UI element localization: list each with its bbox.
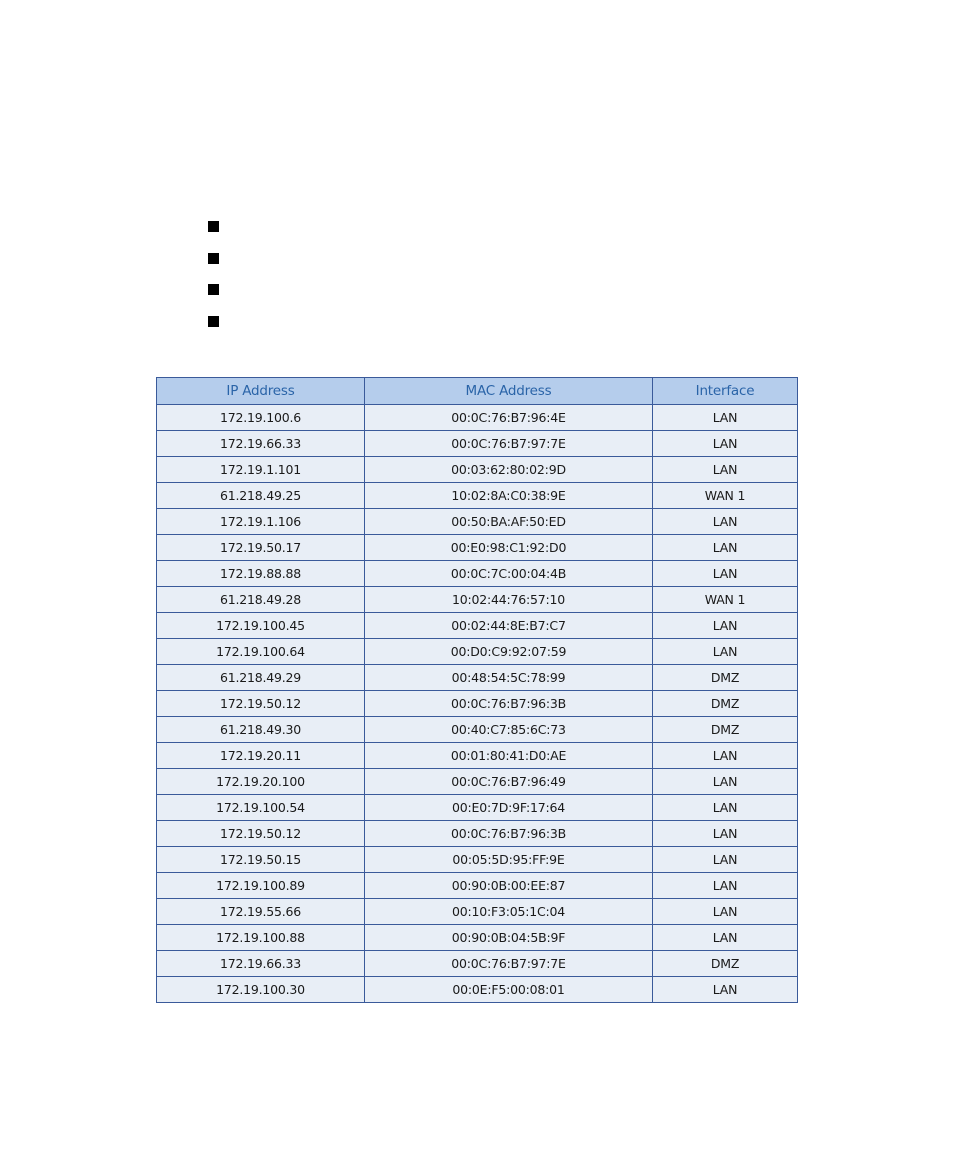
mac-address-cell: 00:0E:F5:00:08:01 [365,977,653,1003]
mac-address-cell: 00:50:BA:AF:50:ED [365,509,653,535]
mac-address-cell: 00:E0:7D:9F:17:64 [365,795,653,821]
ip-address-cell: 172.19.100.89 [157,873,365,899]
interface-cell: LAN [653,613,798,639]
mac-address-cell: 00:0C:76:B7:96:3B [365,821,653,847]
table-row [157,769,798,795]
header-interface: Interface [653,378,798,405]
ip-address-cell: 172.19.50.17 [157,535,365,561]
square-bullet-icon [208,316,219,327]
mac-address-cell: 00:02:44:8E:B7:C7 [365,613,653,639]
ip-address-cell: 172.19.66.33 [157,431,365,457]
table-row [157,951,798,977]
interface-cell: LAN [653,847,798,873]
interface-cell: LAN [653,431,798,457]
ip-address-cell: 172.19.66.33 [157,951,365,977]
bullet-list-item [208,253,219,285]
ip-address-cell: 172.19.1.101 [157,457,365,483]
table-header-row [157,378,798,405]
square-bullet-icon [208,253,219,264]
table-row [157,873,798,899]
table-row [157,509,798,535]
interface-cell: DMZ [653,691,798,717]
table-row [157,535,798,561]
interface-cell: LAN [653,977,798,1003]
bullet-list-item [208,284,219,316]
interface-cell: DMZ [653,951,798,977]
ip-address-cell: 172.19.50.12 [157,821,365,847]
mac-address-cell: 00:01:80:41:D0:AE [365,743,653,769]
interface-cell: LAN [653,639,798,665]
table-row [157,691,798,717]
mac-address-cell: 00:0C:76:B7:96:4E [365,405,653,431]
interface-cell: DMZ [653,665,798,691]
interface-cell: LAN [653,899,798,925]
mac-address-cell: 00:0C:7C:00:04:4B [365,561,653,587]
interface-cell: LAN [653,795,798,821]
table-row [157,561,798,587]
ip-address-cell: 61.218.49.25 [157,483,365,509]
interface-cell: LAN [653,509,798,535]
mac-address-cell: 10:02:44:76:57:10 [365,587,653,613]
table-row [157,665,798,691]
mac-address-cell: 00:03:62:80:02:9D [365,457,653,483]
ip-address-cell: 172.19.1.106 [157,509,365,535]
interface-cell: WAN 1 [653,483,798,509]
square-bullet-icon [208,284,219,295]
mac-address-cell: 00:40:C7:85:6C:73 [365,717,653,743]
mac-address-cell: 00:10:F3:05:1C:04 [365,899,653,925]
interface-cell: LAN [653,925,798,951]
mac-address-cell: 00:0C:76:B7:96:3B [365,691,653,717]
interface-cell: DMZ [653,717,798,743]
table-row [157,847,798,873]
header-mac-address: MAC Address [365,378,653,405]
interface-cell: LAN [653,743,798,769]
table-row [157,795,798,821]
table-row [157,899,798,925]
ip-address-cell: 172.19.50.15 [157,847,365,873]
table-body [157,405,798,1003]
table-row [157,743,798,769]
ip-address-cell: 172.19.100.54 [157,795,365,821]
table-row [157,613,798,639]
ip-address-cell: 61.218.49.28 [157,587,365,613]
ip-address-cell: 172.19.50.12 [157,691,365,717]
interface-cell: LAN [653,769,798,795]
table-row [157,405,798,431]
square-bullet-icon [208,221,219,232]
interface-cell: LAN [653,457,798,483]
interface-cell: LAN [653,561,798,587]
mac-address-cell: 00:90:0B:00:EE:87 [365,873,653,899]
mac-address-cell: 00:E0:98:C1:92:D0 [365,535,653,561]
interface-cell: LAN [653,535,798,561]
ip-address-cell: 172.19.100.6 [157,405,365,431]
ip-address-cell: 172.19.20.100 [157,769,365,795]
interface-cell: LAN [653,821,798,847]
table-row [157,457,798,483]
table-row [157,717,798,743]
interface-cell: LAN [653,405,798,431]
arp-table [156,377,798,1003]
mac-address-cell: 00:05:5D:95:FF:9E [365,847,653,873]
bullet-list-item [208,221,219,253]
ip-address-cell: 172.19.100.30 [157,977,365,1003]
table-row [157,587,798,613]
mac-address-cell: 00:D0:C9:92:07:59 [365,639,653,665]
ip-address-cell: 61.218.49.29 [157,665,365,691]
interface-cell: LAN [653,873,798,899]
ip-address-cell: 61.218.49.30 [157,717,365,743]
table-row [157,977,798,1003]
ip-address-cell: 172.19.100.45 [157,613,365,639]
header-ip-address: IP Address [157,378,365,405]
interface-cell: WAN 1 [653,587,798,613]
table-row [157,639,798,665]
bullet-list-item [208,316,219,348]
ip-address-cell: 172.19.100.64 [157,639,365,665]
mac-address-cell: 00:48:54:5C:78:99 [365,665,653,691]
table-row [157,431,798,457]
mac-address-cell: 00:0C:76:B7:96:49 [365,769,653,795]
ip-address-cell: 172.19.55.66 [157,899,365,925]
bullet-list [208,221,219,347]
mac-address-cell: 00:90:0B:04:5B:9F [365,925,653,951]
ip-address-cell: 172.19.100.88 [157,925,365,951]
mac-address-cell: 00:0C:76:B7:97:7E [365,951,653,977]
ip-address-cell: 172.19.88.88 [157,561,365,587]
mac-address-cell: 10:02:8A:C0:38:9E [365,483,653,509]
mac-address-cell: 00:0C:76:B7:97:7E [365,431,653,457]
table-row [157,821,798,847]
ip-address-cell: 172.19.20.11 [157,743,365,769]
table-row [157,483,798,509]
table-row [157,925,798,951]
